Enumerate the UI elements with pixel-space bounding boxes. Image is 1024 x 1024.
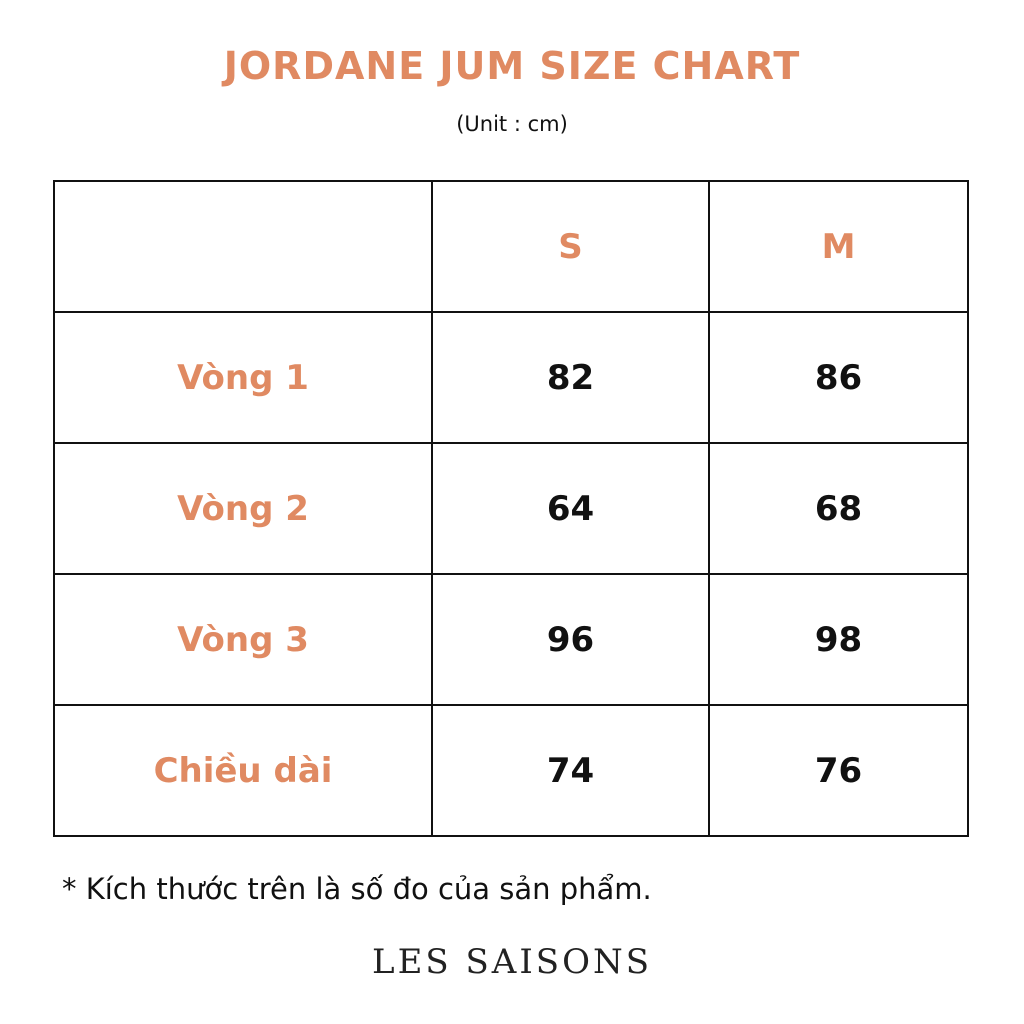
table-header-row (54, 181, 968, 312)
value-cell-m: 98 (709, 574, 968, 705)
value-cell-m: 76 (709, 705, 968, 836)
row-label: Vòng 3 (54, 574, 432, 705)
page-title: JORDANE JUM SIZE CHART (223, 44, 801, 88)
corner-cell (54, 181, 432, 312)
value-cell-s: 82 (432, 312, 709, 443)
unit-label: (Unit : cm) (456, 112, 568, 136)
brand-logo: LES SAISONS (372, 942, 652, 982)
value-cell-s: 96 (432, 574, 709, 705)
table-row (54, 443, 968, 574)
row-label: Vòng 1 (54, 312, 432, 443)
value-cell-m: 86 (709, 312, 968, 443)
measurement-note: * Kích thước trên là số đo của sản phẩm. (62, 872, 652, 906)
value-cell-m: 68 (709, 443, 968, 574)
value-cell-s: 74 (432, 705, 709, 836)
row-label: Chiều dài (54, 705, 432, 836)
size-table (53, 180, 969, 837)
size-header-m: M (709, 181, 968, 312)
table-row (54, 574, 968, 705)
value-cell-s: 64 (432, 443, 709, 574)
size-header-s: S (432, 181, 709, 312)
table-row (54, 705, 968, 836)
row-label: Vòng 2 (54, 443, 432, 574)
table-row (54, 312, 968, 443)
